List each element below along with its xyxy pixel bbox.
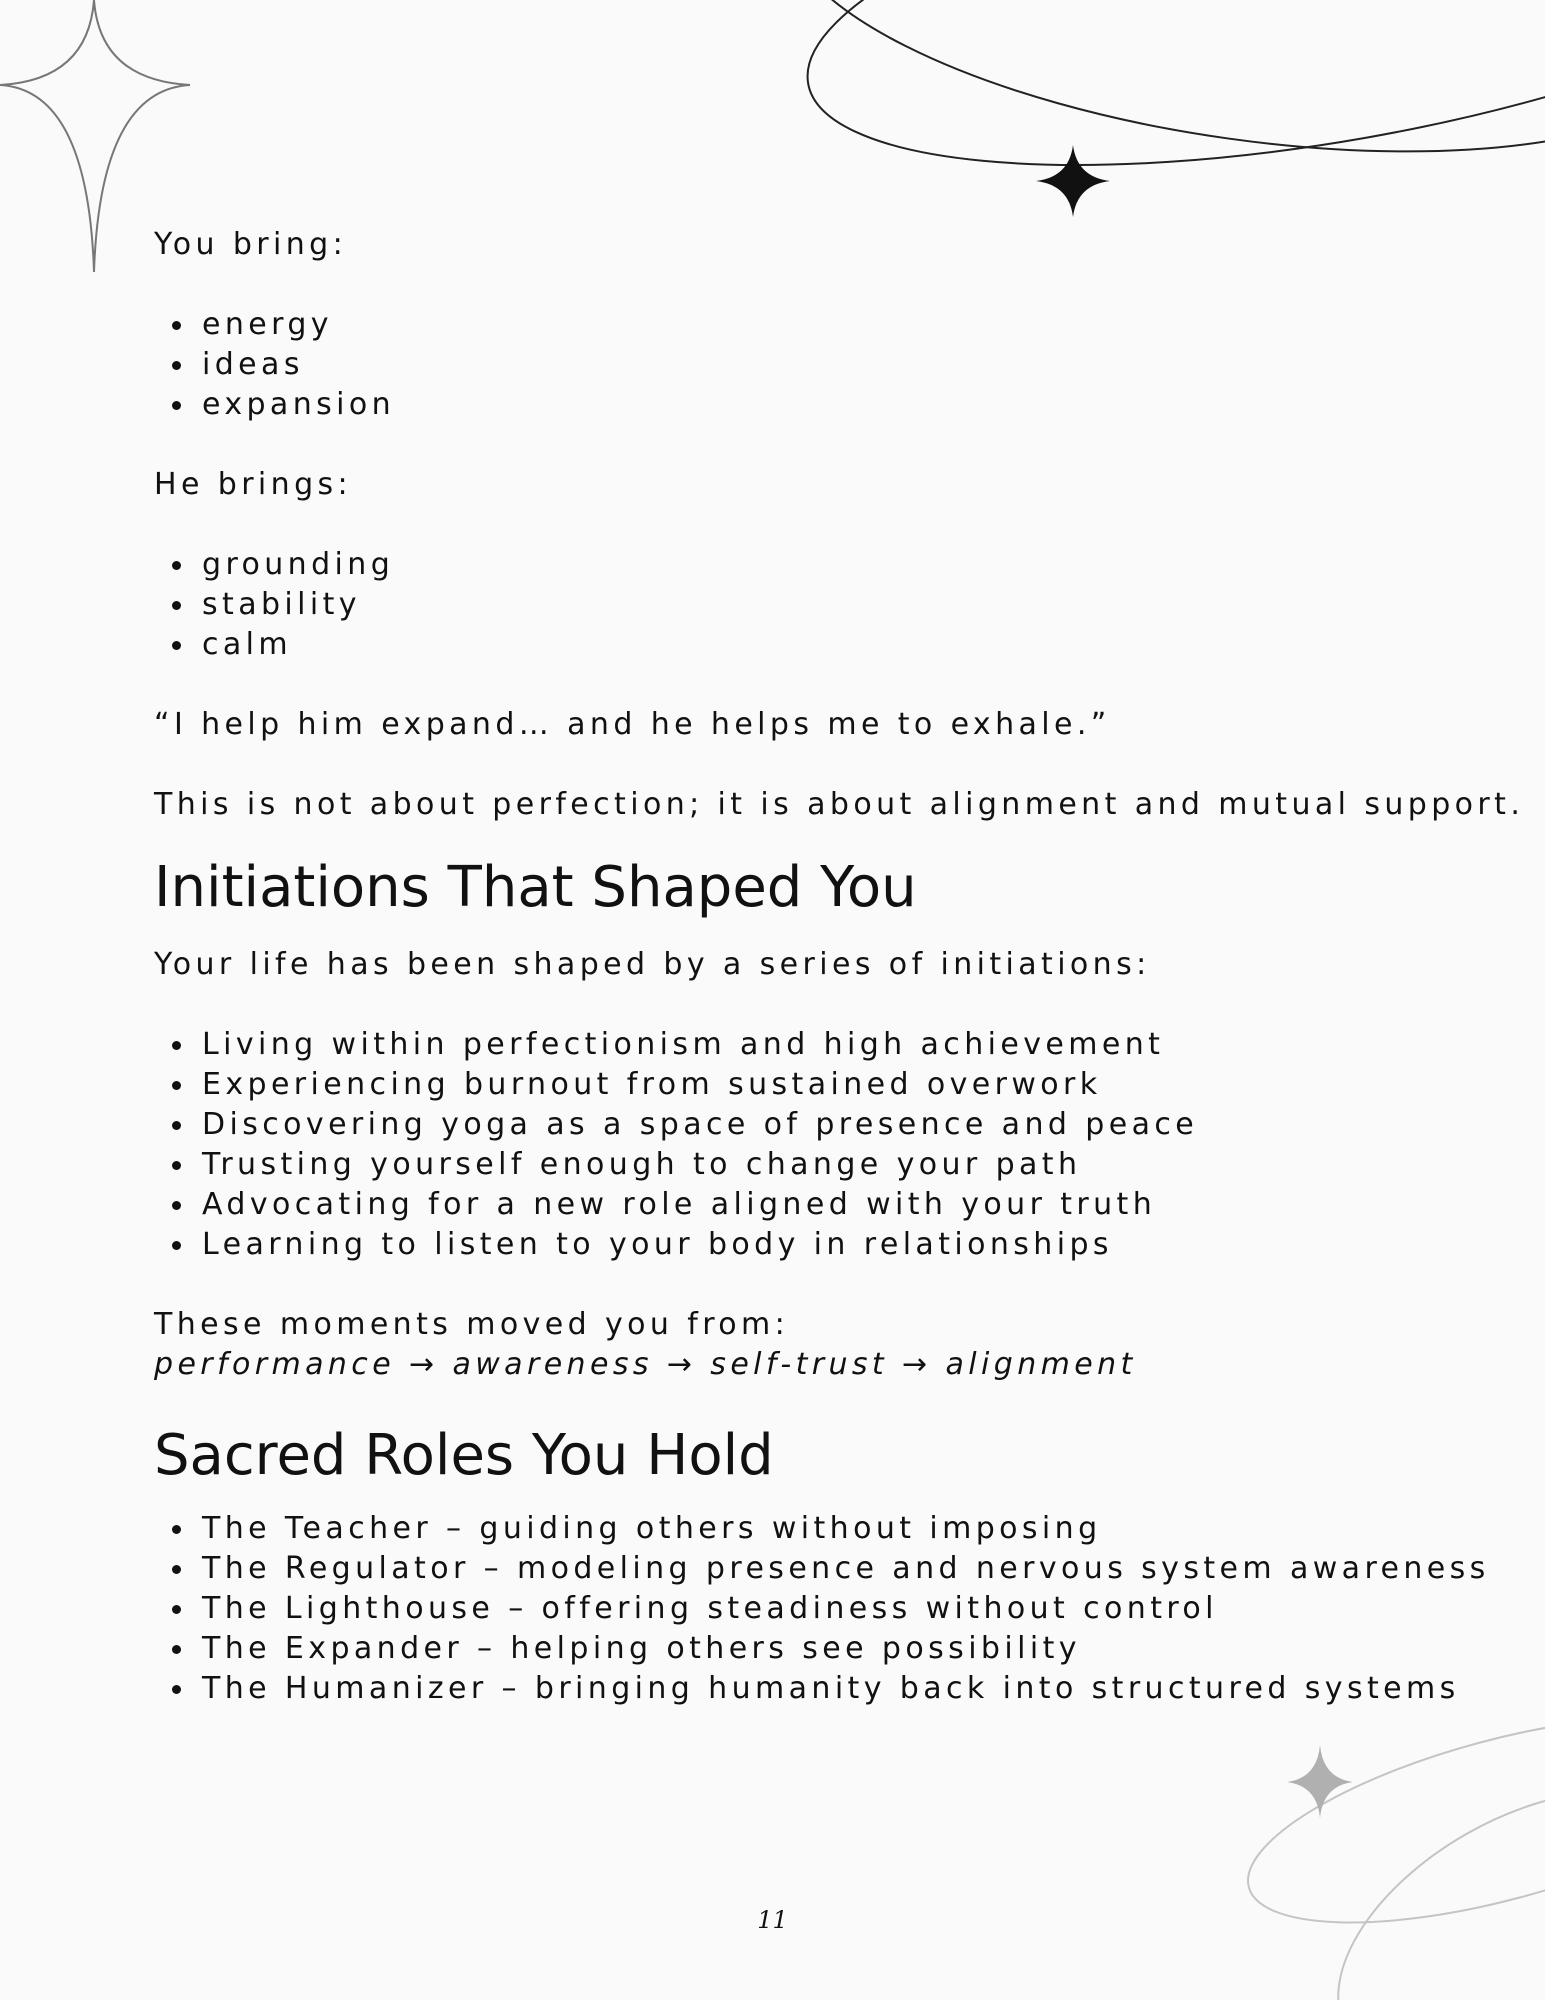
bullet-icon	[172, 1041, 181, 1050]
bullet-icon	[172, 1525, 181, 1534]
bullet-icon	[172, 321, 181, 330]
orbit-decoration-light-icon	[1200, 1700, 1545, 2000]
he-brings-list	[154, 545, 1414, 665]
initiations-heading: Initiations That Shaped You	[154, 855, 917, 920]
bullet-icon	[172, 401, 181, 410]
bullet-icon	[172, 1081, 181, 1090]
list-item: ideas	[154, 345, 1414, 385]
orbit-decoration-icon	[780, 0, 1545, 230]
bullet-icon	[172, 641, 181, 650]
list-item: Advocating for a new role aligned with your truth	[154, 1185, 1414, 1225]
bullet-icon	[172, 1685, 181, 1694]
initiations-list	[154, 1025, 1414, 1265]
list-item: The Humanizer – bringing humanity back into structured systems	[154, 1669, 1414, 1709]
bullet-icon	[172, 361, 181, 370]
list-item: calm	[154, 625, 1414, 665]
bullet-icon	[172, 1605, 181, 1614]
bullet-icon	[172, 1161, 181, 1170]
list-item: Trusting yourself enough to change your path	[154, 1145, 1414, 1185]
bullet-icon	[172, 1201, 181, 1210]
list-item: Discovering yoga as a space of presence and peace	[154, 1105, 1414, 1145]
moved-from-label: These moments moved you from:	[154, 1307, 790, 1342]
list-item: The Teacher – guiding others without imposing	[154, 1509, 1414, 1549]
list-item: energy	[154, 305, 1414, 345]
initiations-intro: Your life has been shaped by a series of initiations:	[154, 947, 1151, 982]
list-item: The Expander – helping others see possibility	[154, 1629, 1414, 1669]
alignment-statement: This is not about perfection; it is about alignment and mutual support.	[154, 787, 1525, 822]
bullet-icon	[172, 1645, 181, 1654]
list-item: expansion	[154, 385, 1414, 425]
list-item: The Lighthouse – offering steadiness without control	[154, 1589, 1414, 1629]
list-item: The Regulator – modeling presence and nervous system awareness	[154, 1549, 1414, 1589]
list-item: grounding	[154, 545, 1414, 585]
you-bring-list	[154, 305, 1414, 425]
sacred-roles-list	[154, 1509, 1490, 1709]
you-bring-label: You bring:	[154, 227, 348, 262]
bullet-icon	[172, 1241, 181, 1250]
sacred-roles-heading: Sacred Roles You Hold	[154, 1423, 774, 1488]
list-item: Experiencing burnout from sustained overwork	[154, 1065, 1414, 1105]
list-item: Learning to listen to your body in relationships	[154, 1225, 1414, 1265]
quote-text: “I help him expand… and he helps me to exhale.”	[154, 707, 1111, 742]
page-number: 11	[757, 1906, 788, 1934]
he-brings-label: He brings:	[154, 467, 353, 502]
list-item: stability	[154, 585, 1414, 625]
bullet-icon	[172, 1565, 181, 1574]
bullet-icon	[172, 1121, 181, 1130]
page-content	[154, 225, 1525, 1709]
bullet-icon	[172, 561, 181, 570]
list-item: Living within perfectionism and high achievement	[154, 1025, 1414, 1065]
progression-text: performance → awareness → self-trust → alignment	[154, 1347, 1137, 1382]
bullet-icon	[172, 601, 181, 610]
